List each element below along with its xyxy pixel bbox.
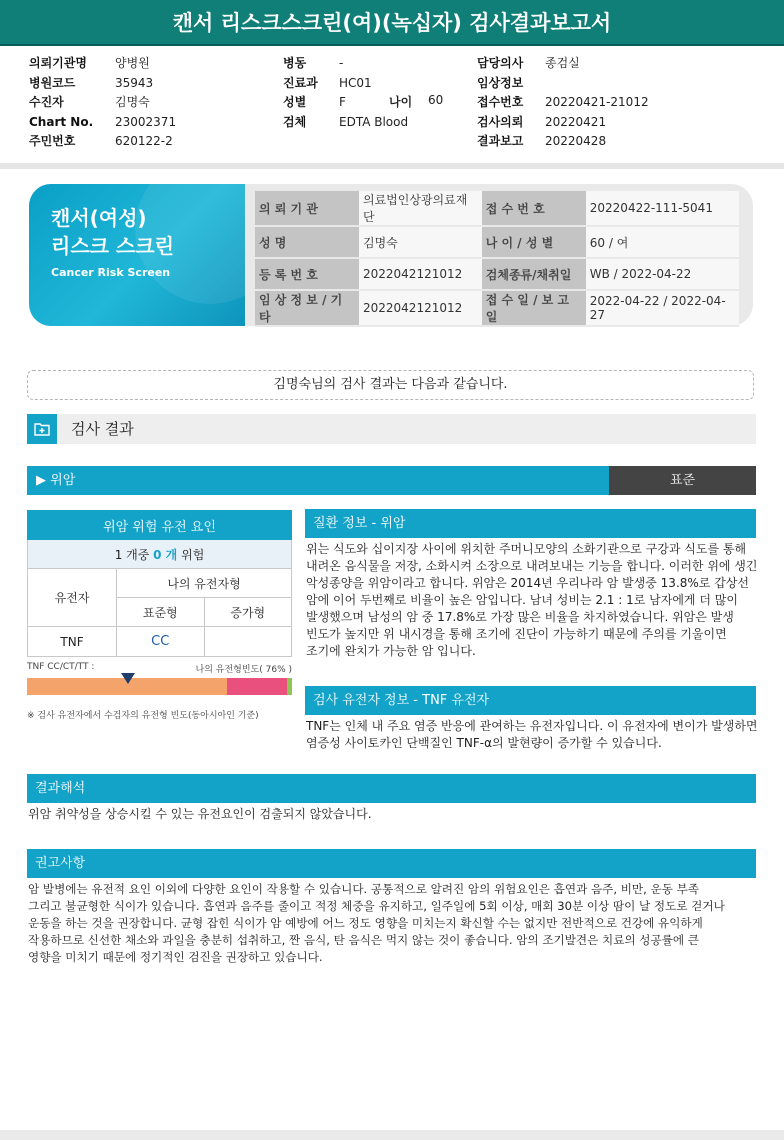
info-value: 60 / 여 [586, 226, 739, 258]
genotype-frequency-bar [27, 678, 292, 695]
header-col-3 [477, 54, 649, 152]
risk-count-prefix: 1 개중 [114, 547, 150, 562]
text-line: 위는 식도와 십이지장 사이에 위치한 주머니모양의 소화기관으로 구강과 식도를 통해 [306, 542, 747, 556]
patient-banner [29, 184, 753, 326]
risk-count-value: 0 개 [153, 547, 178, 562]
header-value: 20220421 [545, 114, 607, 129]
header-value: 620122-2 [115, 134, 173, 148]
result-intro: 김명숙님의 검사 결과는 다음과 같습니다. [27, 370, 754, 400]
table-row [255, 290, 739, 326]
standard-genotype-cell: CC [117, 627, 205, 657]
header-value: 김명숙 [115, 95, 150, 109]
info-value: 2022042121012 [359, 290, 482, 326]
patient-info-table [255, 191, 739, 327]
frequency-left-label: TNF CC/CT/TT : [27, 662, 95, 672]
header-value: EDTA Blood [339, 114, 409, 129]
text-line: 영향을 미치기 때문에 정기적인 검진을 권장하고 있습니다. [28, 950, 323, 964]
text-line: 암 발병에는 유전적 요인 이외에 다양한 요인이 작용할 수 있습니다. 공통적으로 알려진 암의 위험요인은 흡연과 음주, 비만, 운동 부족 [28, 882, 699, 896]
section-title: 검사 결과 [71, 420, 134, 438]
cancer-name: ▶ 위암 [36, 473, 76, 488]
col-header-standard: 표준형 [117, 598, 205, 627]
text-line: 운동을 하는 것을 권장합니다. 균형 잡힌 식이가 암 예방에 어느 정도 영향을 미치는지 확신할 수는 없지만 전반적으로 건강에 유익하게 [28, 916, 703, 930]
info-value: 2022042121012 [359, 258, 482, 290]
info-key: 의 뢰 기 관 [255, 191, 359, 226]
gene-name-cell: TNF [28, 627, 117, 657]
col-header-increase: 증가형 [204, 598, 292, 627]
frequency-segment-ct [227, 678, 287, 695]
table-row [255, 226, 739, 258]
disease-info-text [306, 541, 758, 660]
header-value: 20220421-21012 [545, 95, 649, 109]
table-row [28, 511, 292, 540]
header-label: 담당의사 [477, 56, 524, 70]
header-value: 23002371 [115, 114, 177, 129]
section-header-results [27, 414, 756, 444]
text-line: TNF는 인체 내 주요 염증 반응에 관여하는 유전자입니다. 이 유전자에 변이가 발생하면 [306, 719, 758, 733]
header-label: 검체 [283, 114, 307, 129]
gene-info-heading: 검사 유전자 정보 - TNF 유전자 [305, 686, 756, 715]
gene-info-text [306, 718, 758, 752]
text-line: 작용하므로 신선한 채소와 과일을 충분히 섭취하고, 짠 음식, 탄 음식은 먹지 않는 것이 좋습니다. 암의 조기발견은 치료의 성공률에 큰 [28, 933, 699, 947]
header-value: 종검실 [545, 56, 580, 70]
interpretation-heading: 결과해석 [27, 774, 756, 803]
header-label: 병원코드 [29, 75, 76, 90]
info-key: 등 록 번 호 [255, 258, 359, 290]
text-line: 빈도가 높지만 위 내시경을 통해 조기에 진단이 가능하기 때문에 주의를 기울이면 [306, 627, 727, 641]
info-key: 나 이 / 성 별 [482, 226, 586, 258]
info-value: WB / 2022-04-22 [586, 258, 739, 290]
banner-logo-panel [29, 184, 245, 326]
table-row [28, 627, 292, 657]
info-key: 임 상 정 보 / 기 타 [255, 290, 359, 326]
header-value: F [339, 95, 346, 109]
gene-table-title: 위암 위험 유전 요인 [28, 511, 292, 540]
table-row [255, 258, 739, 290]
header-label: 성별 [283, 95, 307, 109]
cancer-type-bar [27, 466, 756, 495]
header-value: 35943 [115, 75, 154, 90]
risk-count-suffix: 위험 [181, 547, 205, 562]
header-value: - [339, 56, 344, 70]
info-value: 의료법인상광의료재단 [359, 191, 482, 226]
header-label: 의뢰기관명 [29, 56, 87, 70]
header-label: 검사의뢰 [477, 114, 524, 129]
header-label: 진료과 [283, 75, 318, 90]
info-key: 접 수 일 / 보 고 일 [482, 290, 586, 326]
disease-info-heading: 질환 정보 - 위암 [305, 509, 756, 538]
header-label: 임상정보 [477, 75, 524, 90]
info-key: 성 명 [255, 226, 359, 258]
frequency-segment-tt [287, 678, 292, 695]
frequency-note: ※ 검사 유전자에서 수검자의 유전형 빈도(동아시아인 기준) [27, 711, 259, 721]
increase-genotype-cell [204, 627, 292, 657]
text-line: 염증성 사이토카인 단백질인 TNF-α의 발현량이 증가할 수 있습니다. [306, 736, 662, 750]
table-row [28, 569, 292, 598]
info-key: 접 수 번 호 [482, 191, 586, 226]
table-row [255, 191, 739, 226]
risk-grade-badge: 표준 [609, 466, 756, 495]
header-label: 접수번호 [477, 95, 524, 109]
info-key: 검체종류/채취일 [482, 258, 586, 290]
text-line: 암에 이어 두번째로 비율이 높은 암입니다. 남녀 성비는 2.1 : 1로 남자에게 더 많이 [306, 593, 738, 607]
frequency-right-label: 나의 유전형빈도( 76% ) [195, 665, 292, 675]
header-value: HC01 [339, 75, 372, 90]
header-label: 주민번호 [29, 134, 76, 148]
col-header-gene: 유전자 [28, 569, 117, 627]
text-line: 그리고 불균형한 식이가 있습니다. 흡연과 음주를 줄이고 적정 체중을 유지하고, 일주일에 5회 이상, 매회 30분 이상 땀이 날 정도로 걷거나 [28, 899, 725, 913]
col-header-my-genotype: 나의 유전자형 [117, 569, 292, 598]
text-line: 발생했으며 남성의 암 중 17.8%로 가장 많은 비율을 차지하였습니다. 위암은 발생 [306, 610, 734, 624]
my-genotype-marker-icon [121, 673, 135, 684]
banner-title-line-2: 리스크 스크린 [51, 234, 174, 258]
report-title: 캔서 리스크스크린(여)(녹십자) 검사결과보고서 [0, 0, 784, 46]
info-value: 2022-04-22 / 2022-04-27 [586, 290, 739, 326]
risk-count [28, 540, 292, 569]
header-label: 병동 [283, 56, 307, 70]
info-value: 김명숙 [359, 226, 482, 258]
age-label: 나이 [389, 95, 413, 109]
text-line: 내려온 음식물을 저장, 소화시켜 소장으로 내려보내는 기능을 합니다. 이러한 위에 생긴 [306, 559, 758, 573]
header-value: 20220428 [545, 134, 607, 148]
age-value: 60 [428, 93, 444, 107]
header-value: 양병원 [115, 56, 150, 70]
banner-subtitle: Cancer Risk Screen [51, 266, 171, 279]
text-line: 조기에 완치가 가능한 암 입니다. [306, 644, 476, 658]
page-footer-bar [0, 1130, 784, 1140]
header-col-1 [29, 54, 176, 152]
info-value: 20220422-111-5041 [586, 191, 739, 226]
banner-title-line-1: 캔서(여성) [51, 206, 147, 230]
recommendation-heading: 권고사항 [27, 849, 756, 878]
header-label: Chart No. [29, 114, 94, 129]
folder-plus-icon [27, 414, 57, 444]
section-divider [0, 163, 784, 169]
gene-risk-table [27, 510, 292, 657]
interpretation-text: 위암 취약성을 상승시킬 수 있는 유전요인이 검출되지 않았습니다. [28, 807, 372, 821]
header-label: 수진자 [29, 95, 64, 109]
text-line: 악성종양을 위암이라고 합니다. 위암은 2014년 우리나라 암 발생중 13.8%로 갑상선 [306, 576, 749, 590]
table-row [28, 540, 292, 569]
recommendation-text [28, 881, 756, 966]
header-label: 결과보고 [477, 134, 524, 148]
